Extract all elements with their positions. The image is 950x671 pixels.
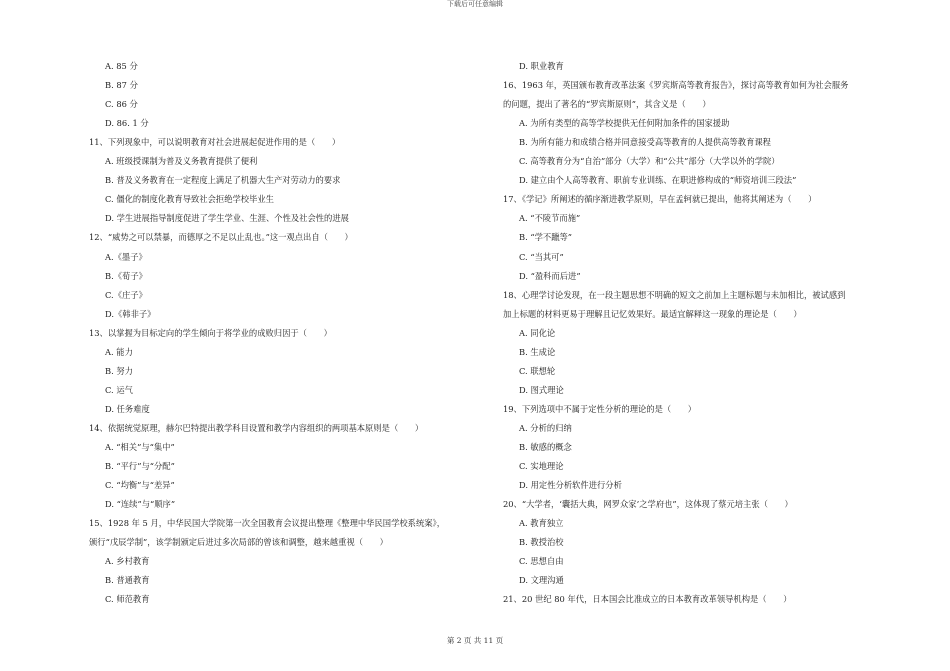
answer-option: A. “相关”与“集中” — [105, 442, 175, 452]
question-text: 11、下列现象中，可以说明教育对社会进展起促进作用的是（ ） — [89, 137, 341, 148]
question-text: 12、“威势之可以禁暴，而德厚之不足以止乱也。”这一观点出自（ ） — [89, 232, 353, 243]
answer-option: C. 实地理论 — [519, 461, 564, 472]
question-text-continued: 加上标题的材料更易于理解且记忆效果好。最适宜解释这一现象的理论是（ ） — [503, 308, 802, 319]
answer-option: A.《墨子》 — [105, 251, 147, 262]
answer-option: B. 普及义务教育在一定程度上满足了机器大生产对劳动力的要求 — [105, 175, 341, 186]
answer-option: D. “盈科而后进” — [519, 270, 581, 281]
question-text: 15、1928 年 5 月，中华民国大学院第一次全国教育会议提出整理《整理中华民国学校系统案》， — [89, 518, 445, 529]
answer-option: A. 能力 — [105, 346, 133, 357]
answer-option: A. “不陵节而施” — [519, 213, 581, 224]
answer-option: D.《韩非子》 — [105, 308, 156, 319]
answer-option: B. “平行”与“分配” — [105, 461, 175, 472]
answer-option: A. 85 分 — [105, 61, 138, 71]
answer-option: C. 师范教育 — [105, 594, 150, 605]
answer-option: C. 思想自由 — [519, 556, 564, 567]
answer-option: C. 僵化的制度化教育导致社会拒绝学校毕业生 — [105, 194, 274, 205]
answer-option: D. 86. 1 分 — [105, 118, 149, 129]
question-text: 17、《学记》所阐述的循序渐进教学原则，早在孟轲就已提出，他将其阐述为（ ） — [503, 194, 817, 205]
answer-option: A. 分析的归纳 — [519, 422, 572, 433]
answer-option: B. 为所有能力和成绩合格并同意接受高等教育的人提供高等教育课程 — [519, 137, 771, 148]
answer-option: D. “连续”与“顺序” — [105, 499, 176, 510]
answer-option: C. 运气 — [105, 384, 133, 395]
question-text: 19、下列选项中不属于定性分析的理论的是（ ） — [503, 403, 697, 414]
answer-option: A. 教育独立 — [519, 518, 564, 529]
question-text: 16、1963 年，英国颁布教育改革法案《罗宾斯高等教育报告》，探讨高等教育如何为社会服务 — [503, 80, 849, 91]
answer-option: B. 努力 — [105, 365, 133, 376]
answer-option: B. “学不躐等” — [519, 232, 573, 243]
answer-option: B. 生成论 — [519, 346, 556, 357]
question-text: 13、以掌握为目标定向的学生倾向于将学业的成败归因于（ ） — [89, 327, 332, 338]
question-text-continued: 颁行“戊辰学制”，该学制颁定后进过多次局部的曾该和调整，越来越重视（ ） — [89, 537, 388, 548]
answer-option: C. “当其可” — [519, 251, 564, 262]
answer-option: B. 普通教育 — [105, 575, 150, 586]
answer-option: C.《庄子》 — [105, 289, 147, 300]
page-footer: 第 2 页 共 11 页 — [446, 636, 504, 645]
answer-option: A. 乡村教育 — [105, 556, 150, 567]
question-text-continued: 的问题，提出了著名的“罗宾斯原则”，其含义是（ ） — [503, 99, 711, 110]
answer-option: C. “均衡”与“差异” — [105, 480, 175, 491]
answer-option: B. 87 分 — [105, 80, 138, 91]
answer-option: A. 为所有类型的高等学校提供无任何附加条件的国家援助 — [519, 118, 730, 129]
answer-option: D. 建立由个人高等教育、职前专业训练、在职进修构成的“师资培训三段法” — [519, 175, 797, 186]
answer-option: A. 同化论 — [519, 327, 556, 338]
question-text: 18、心理学讨论发现，在一段主题思想不明确的短文之前加上主题标题与未加相比，被试感到 — [503, 289, 846, 300]
answer-option: B. 教授治校 — [519, 537, 564, 548]
question-text: 14、依据统觉原理，赫尔巴特提出教学科目设置和教学内容组织的两项基本原则是（ ） — [89, 422, 424, 433]
answer-option: C. 86 分 — [105, 99, 138, 110]
answer-option: D. 职业教育 — [519, 61, 564, 71]
answer-option: D. 图式理论 — [519, 384, 564, 395]
answer-option: D. 用定性分析软件进行分析 — [519, 480, 622, 491]
header-note: 下载后可任意编辑 — [447, 0, 503, 8]
question-text: 20、“大学者，‘囊括大典，网罗众家’之学府也”，这体现了蔡元培主张（ ） — [503, 499, 793, 510]
answer-option: B. 敏感的概念 — [519, 442, 572, 452]
answer-option: A. 班级授课制为普及义务教育提供了便利 — [105, 156, 258, 167]
answer-option: D. 任务难度 — [105, 403, 150, 414]
answer-option: B.《荀子》 — [105, 270, 147, 281]
answer-option: C. 高等教育分为“自治”部分（大学）和“公共”部分（大学以外的学院） — [519, 156, 780, 167]
question-text: 21、20 世纪 80 年代，日本国会比准成立的日本教育改革领导机构是（ ） — [503, 594, 792, 605]
answer-option: D. 文理沟通 — [519, 575, 564, 586]
answer-option: C. 联想轮 — [519, 365, 556, 376]
answer-option: D. 学生进展指导制度促进了学生学业、生涯、个性及社会性的进展 — [105, 213, 349, 224]
